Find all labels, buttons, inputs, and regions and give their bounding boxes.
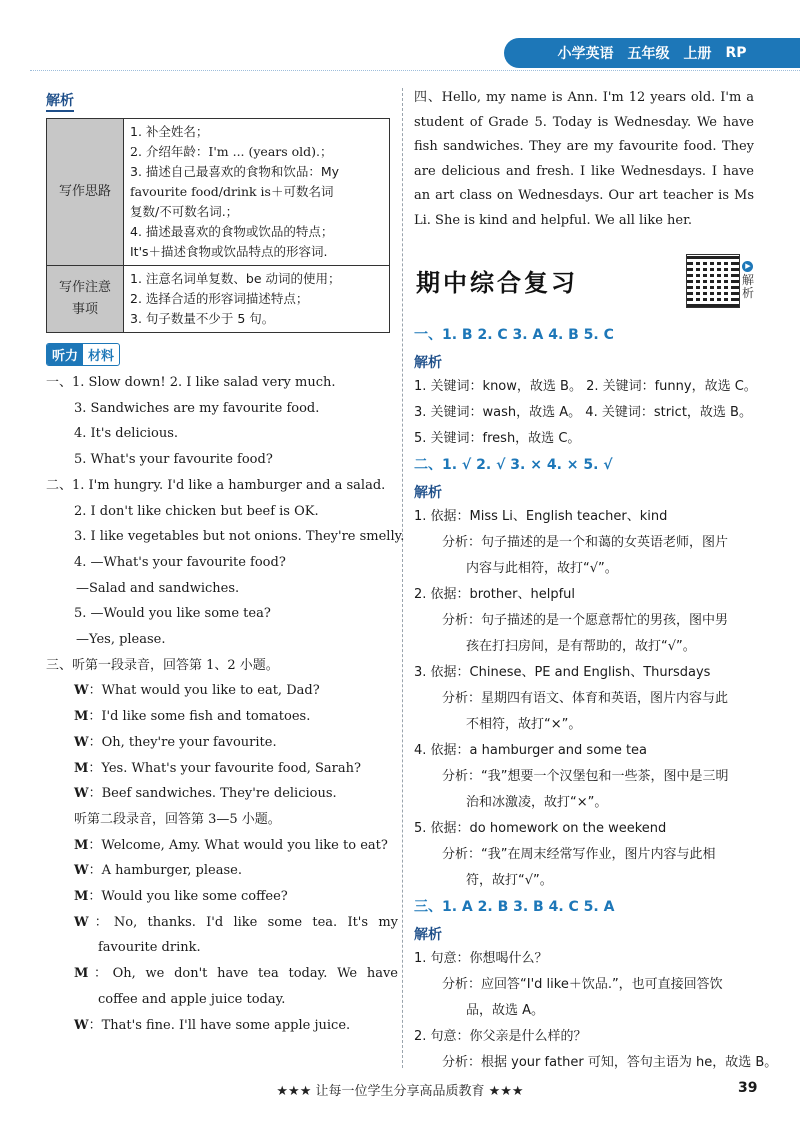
sample-essay <box>414 86 754 234</box>
meaning-line <box>414 1024 754 1050</box>
basis-line <box>414 582 754 608</box>
listening-material-tag <box>46 343 120 366</box>
transcript-line-text: 4. —What's your favourite food? <box>74 554 286 570</box>
transcript-line-text: 4. It's delicious. <box>74 426 179 442</box>
right-column <box>414 86 778 1076</box>
transcript-line <box>46 499 398 525</box>
column-divider <box>402 88 403 1068</box>
meaning-line <box>414 1050 778 1076</box>
book-header-tag <box>504 38 800 68</box>
meaning-analysis-list <box>414 946 778 1076</box>
analysis-label: 解析 <box>414 484 442 501</box>
transcript-line-text: ：That's fine. I'll have some apple juice. <box>88 1017 351 1033</box>
basis-line <box>414 816 754 842</box>
meaning-line-text: 2. 句意：你父亲是什么样的？ <box>414 1028 587 1044</box>
basis-line <box>414 608 754 634</box>
answers-part-two: 二、1. √ 2. √ 3. × 4. × 5. √ <box>414 456 613 473</box>
meaning-line-text: 分析：根据 your father 可知，答句主语为 he，故选 B。 <box>442 1054 778 1070</box>
basis-line-text: 符，故打“√”。 <box>466 872 553 888</box>
transcript-line <box>46 627 398 653</box>
transcript-line-text: ：Welcome, Amy. What would you like to eat? <box>88 837 388 853</box>
qr-code-icon[interactable] <box>686 254 740 308</box>
essay-label: 四、 <box>414 90 442 105</box>
writing-notes-line: 1. 注意名词单复数、be 动词的使用； <box>130 271 341 286</box>
keyword-line: 1. 关键词：know，故选 B。 2. 关键词：funny，故选 C。 <box>414 378 757 394</box>
transcript-line <box>46 524 405 550</box>
writing-idea-line: 2. 介绍年龄：I'm ... (years old).； <box>130 144 333 159</box>
qr-label <box>742 261 754 300</box>
transcript-line <box>46 576 398 602</box>
transcript-line <box>46 781 398 807</box>
transcript-line <box>46 833 398 859</box>
writing-idea-line: 复数/不可数名词.； <box>130 204 239 219</box>
basis-line <box>414 660 754 686</box>
basis-line-text: 3. 依据：Chinese、PE and English、Thursdays <box>414 664 711 680</box>
transcript-line-text: ：Oh, we don't have tea today. We have <box>88 966 398 982</box>
material-tag-label: 材料 <box>88 349 115 364</box>
basis-line-text: 分析：“我”在周末经常写作业，图片内容与此相 <box>442 846 716 862</box>
basis-analysis-list <box>414 504 754 894</box>
transcript-line <box>46 370 398 396</box>
transcript-line <box>46 884 398 910</box>
play-icon: ▶ <box>742 261 753 272</box>
transcript-line-text: 5. —Would you like some tea? <box>74 606 271 622</box>
speaker-label: W <box>74 863 89 879</box>
transcript-line <box>46 704 398 730</box>
basis-line-text: 内容与此相符，故打“√”。 <box>466 560 618 576</box>
transcript-line <box>46 550 398 576</box>
transcript-line-text: 听第二段录音，回答第 3—5 小题。 <box>74 811 281 827</box>
transcript-line <box>46 961 398 987</box>
basis-line <box>414 530 754 556</box>
basis-line <box>414 556 754 582</box>
speaker-label: M <box>74 889 89 905</box>
transcript-line-text: ：No, thanks. I'd like some tea. It's my <box>88 914 398 930</box>
writing-idea-cell <box>124 119 390 266</box>
midterm-title-row <box>414 254 754 308</box>
transcript-line-text: favourite drink. <box>98 940 201 956</box>
transcript-line-text: 3. Sandwiches are my favourite food. <box>74 400 320 416</box>
transcript-line <box>46 653 398 679</box>
transcript-line <box>46 447 398 473</box>
page-number: 39 <box>738 1080 758 1096</box>
speaker-label: W <box>74 1017 89 1033</box>
analysis-label: 解析 <box>414 354 442 371</box>
transcript-line <box>46 807 398 833</box>
basis-line-text: 分析：句子描述的是一个愿意帮忙的男孩，图中男 <box>442 612 729 628</box>
basis-line-text: 4. 依据：a hamburger and some tea <box>414 742 648 758</box>
basis-line-text: 5. 依据：do homework on the weekend <box>414 820 667 836</box>
meaning-line <box>414 972 754 998</box>
transcript-line-text: 5. What's your favourite food? <box>74 452 273 468</box>
header-grade: 五年级 <box>627 46 670 62</box>
left-column <box>46 86 405 1038</box>
qr-analysis-block[interactable] <box>686 254 754 308</box>
speaker-label: W <box>74 786 89 802</box>
basis-line <box>414 868 754 894</box>
basis-line <box>414 634 754 660</box>
writing-idea-line: 3. 描述自己最喜欢的食物和饮品：My <box>130 164 340 179</box>
header-divider <box>30 70 800 71</box>
transcript-line <box>46 858 398 884</box>
writing-notes-heading <box>47 266 124 333</box>
transcript-line <box>46 678 398 704</box>
basis-line <box>414 686 754 712</box>
transcript-line-text: ：What would you like to eat, Dad? <box>88 683 320 699</box>
header-edition: RP <box>725 45 747 61</box>
writing-notes-line: 3. 句子数量不少于 5 句。 <box>130 311 275 326</box>
meaning-line-text: 品，故选 A。 <box>466 1002 545 1018</box>
meaning-line <box>414 998 754 1024</box>
transcript-line-text: 三、听第一段录音，回答第 1、2 小题。 <box>46 657 279 673</box>
transcript-line-text: 一、1. Slow down! 2. I like salad very much. <box>46 375 336 390</box>
transcript-line-text: ：A hamburger, please. <box>88 863 242 879</box>
basis-line-text: 1. 依据：Miss Li、English teacher、kind <box>414 508 668 524</box>
transcript-line <box>46 396 398 422</box>
basis-line <box>414 712 754 738</box>
keyword-line: 5. 关键词：fresh，故选 C。 <box>414 430 581 446</box>
basis-line <box>414 504 754 530</box>
essay-text: Hello, my name is Ann. I'm 12 years old. I'm a student of Grade 5. Today is Wednesday. We have fish sandwiches. They are my favourite food. They are delicious and fresh. I like Wednesdays. I have an art class on Wednesdays. Our art teacher is Ms Li. She is kind and helpful. We all like her. <box>414 90 754 228</box>
speaker-label: M <box>74 966 89 982</box>
transcript-line <box>46 421 398 447</box>
transcript-line <box>46 601 398 627</box>
answers-part-three: 三、1. A 2. B 3. B 4. C 5. A <box>414 898 615 915</box>
transcript-line <box>46 1013 398 1039</box>
writing-notes-cell <box>124 266 390 333</box>
transcript-line-text: ：I'd like some fish and tomatoes. <box>88 709 311 725</box>
speaker-label: W <box>74 683 89 699</box>
header-volume: 上册 <box>683 46 712 62</box>
transcript-line <box>46 935 398 961</box>
basis-line-text: 分析：“我”想要一个汉堡包和一些茶，图中是三明 <box>442 768 729 784</box>
qr-label-char: 解 <box>741 273 754 288</box>
midterm-review-title: 期中综合复习 <box>416 269 578 298</box>
footer-slogan: ★★★ 让每一位学生分享高品质教育 ★★★ <box>276 1084 524 1099</box>
writing-notes-heading-line: 事项 <box>71 302 98 317</box>
transcript-line-text: coffee and apple juice today. <box>98 991 286 1007</box>
writing-notes-heading-line: 写作注意 <box>58 280 111 295</box>
speaker-label: M <box>74 709 89 725</box>
basis-line <box>414 738 754 764</box>
transcript-line <box>46 910 398 936</box>
transcript-line <box>46 473 398 499</box>
answers-part-one: 一、1. B 2. C 3. A 4. B 5. C <box>414 326 614 343</box>
meaning-line-text: 分析：应回答“I'd like＋饮品.”，也可直接回答饮 <box>442 976 723 992</box>
transcript-line-text: ：Would you like some coffee? <box>88 889 288 905</box>
speaker-label: M <box>74 837 89 853</box>
meaning-line-text: 1. 句意：你想喝什么？ <box>414 950 548 966</box>
basis-line <box>414 790 754 816</box>
analysis-label: 解析 <box>414 926 442 943</box>
writing-plan-table <box>46 118 390 333</box>
transcript-line-text: 3. I like vegetables but not onions. They're smelly. <box>74 529 405 545</box>
transcript-line <box>46 756 398 782</box>
listening-transcript <box>46 370 405 1038</box>
basis-line-text: 分析：句子描述的是一个和蔼的女英语老师，图片 <box>442 534 729 550</box>
transcript-line-text: ：Beef sandwiches. They're delicious. <box>88 786 337 802</box>
basis-line-text: 不相符，故打“×”。 <box>466 716 582 732</box>
basis-line <box>414 764 754 790</box>
transcript-line <box>46 987 398 1013</box>
basis-line-text: 治和冰激凌，故打“×”。 <box>466 794 608 810</box>
transcript-line-text: ：Oh, they're your favourite. <box>88 734 277 750</box>
transcript-line-text: —Yes, please. <box>76 632 166 648</box>
basis-line <box>414 842 754 868</box>
meaning-line <box>414 946 754 972</box>
writing-idea-line: favourite food/drink is＋可数名词 <box>130 184 334 199</box>
writing-notes-line: 2. 选择合适的形容词描述特点； <box>130 291 309 306</box>
writing-idea-line: It's＋描述食物或饮品特点的形容词. <box>130 244 328 259</box>
keyword-line: 3. 关键词：wash，故选 A。 4. 关键词：strict，故选 B。 <box>414 404 752 420</box>
speaker-label: M <box>74 760 89 776</box>
header-subject: 小学英语 <box>557 46 614 62</box>
basis-line-text: 孩在打扫房间，是有帮助的，故打“√”。 <box>466 638 696 654</box>
speaker-label: W <box>74 734 89 750</box>
writing-idea-line: 4. 描述最喜欢的食物或饮品的特点； <box>130 224 334 239</box>
transcript-line <box>46 730 398 756</box>
analysis-label: 解析 <box>46 90 74 112</box>
transcript-line-text: 2. I don't like chicken but beef is OK. <box>74 503 319 519</box>
listening-tag-label: 听力 <box>47 344 83 365</box>
transcript-line-text: ：Yes. What's your favourite food, Sarah? <box>88 760 361 776</box>
writing-idea-heading: 写作思路 <box>47 119 124 266</box>
transcript-line-text: 二、1. I'm hungry. I'd like a hamburger and a salad. <box>46 477 386 493</box>
writing-idea-line: 1. 补全姓名； <box>130 124 209 139</box>
basis-line-text: 2. 依据：brother、helpful <box>414 586 576 602</box>
qr-label-char: 析 <box>741 286 754 301</box>
basis-line-text: 分析：星期四有语文、体育和英语，图片内容与此 <box>442 690 729 706</box>
transcript-line-text: —Salad and sandwiches. <box>76 580 240 596</box>
speaker-label: W <box>74 914 89 930</box>
